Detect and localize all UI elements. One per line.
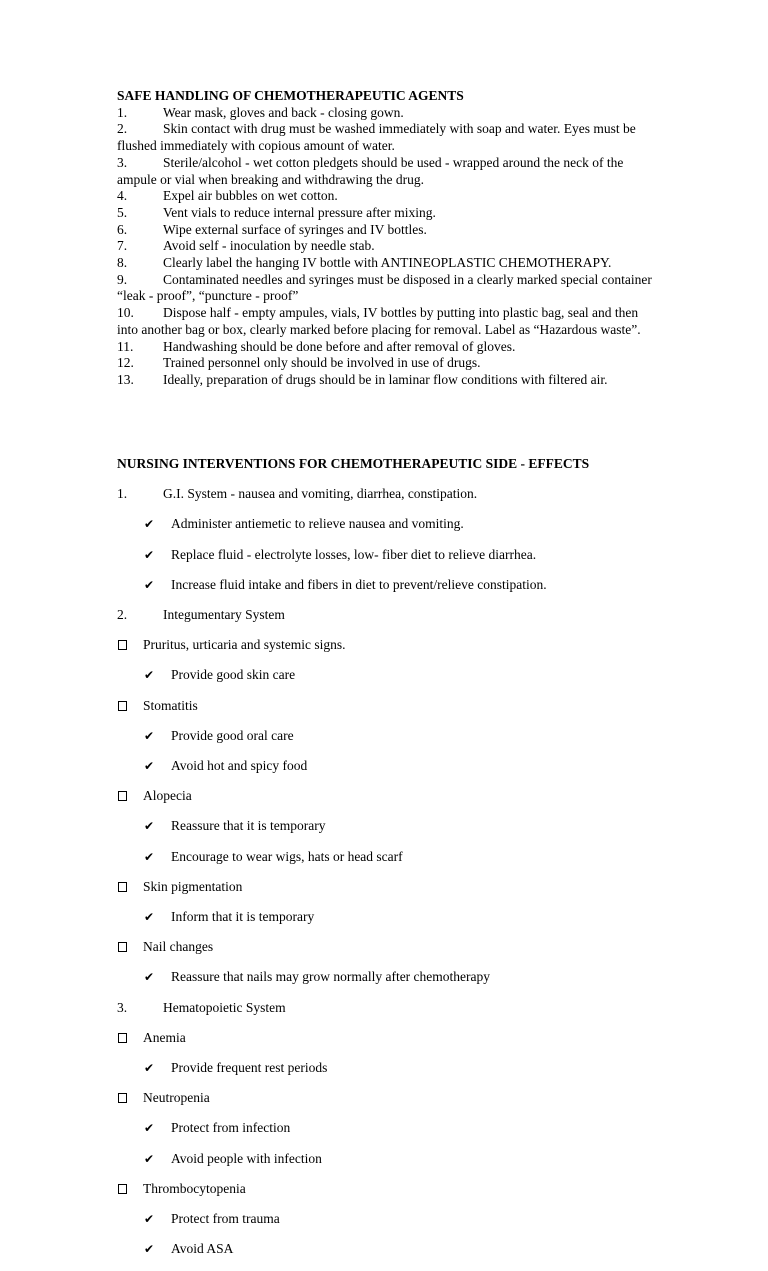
square-bullet-icon [118,701,127,711]
item-text: Vent vials to reduce internal pressure after mixing. [163,204,436,220]
list-item [117,121,657,154]
check-item [117,849,657,866]
check-text: Reassure that nails may grow normally after chemotherapy [171,969,491,985]
item-number: 9. [117,271,128,287]
square-bullet-icon [118,882,127,892]
condition-name: Pruritus, urticaria and systemic signs. [143,637,346,653]
check-item [117,909,657,926]
item-number: 6. [117,221,128,237]
list-item [117,188,657,205]
section-title: NURSING INTERVENTIONS FOR CHEMOTHERAPEUTIC SIDE - EFFECTS [117,456,590,471]
system-heading-gi [117,486,657,503]
condition-name: Nail changes [143,939,214,955]
numbered-list [117,105,657,389]
item-number: 13. [117,371,134,387]
condition-item [117,698,657,715]
item-number: 3. [117,999,128,1015]
item-number: 1. [117,486,128,502]
condition-name: Anemia [143,1029,186,1045]
list-item [117,205,657,222]
square-bullet-icon [118,1184,127,1194]
check-text: Replace fluid - electrolyte losses, low- fiber diet to relieve diarrhea. [171,546,537,562]
check-text: Reassure that it is temporary [171,818,326,834]
check-item [117,818,657,835]
check-mark-icon: ✔ [144,547,155,562]
system-heading-hematopoietic [117,1000,657,1017]
item-number: 5. [117,204,128,220]
item-number: 3. [117,154,128,170]
system-label: G.I. System - nausea and vomiting, diarrhea, constipation. [163,486,478,502]
check-item [117,1211,657,1228]
list-item [117,305,657,338]
check-text: Provide good skin care [171,667,296,683]
list-item [117,105,657,122]
item-text: Sterile/alcohol - wet cotton pledgets should be used - wrapped around the neck of the ampule or vial when breaking and withdrawing the drug. [117,154,624,187]
check-item [117,1241,657,1258]
condition-item [117,788,657,805]
check-item [117,1151,657,1168]
condition-item [117,1181,657,1198]
section-safe-handling [117,88,657,389]
item-number: 2. [117,607,128,623]
check-text: Protect from infection [171,1120,291,1136]
check-text: Avoid ASA [171,1241,234,1257]
check-text: Avoid hot and spicy food [171,758,308,774]
check-text: Protect from trauma [171,1211,280,1227]
condition-item [117,1030,657,1047]
check-mark-icon: ✔ [144,728,155,743]
item-text: Avoid self - inoculation by needle stab. [163,238,375,254]
condition-item [117,1090,657,1107]
item-text: Wear mask, gloves and back - closing gown. [163,104,404,120]
item-text: Contaminated needles and syringes must be disposed in a clearly marked special container “leak - proof”, “puncture - proof” [117,271,652,304]
item-text: Dispose half - empty ampules, vials, IV bottles by putting into plastic bag, seal and then into another bag or box, clearly marked before placing for removal. Label as “Hazardous waste”. [117,305,641,337]
condition-name: Stomatitis [143,697,198,713]
check-item [117,758,657,775]
list-item [117,272,657,305]
section-title: SAFE HANDLING OF CHEMOTHERAPEUTIC AGENTS [117,88,464,103]
square-bullet-icon [118,1093,127,1103]
check-mark-icon: ✔ [144,1121,155,1136]
condition-item [117,939,657,956]
check-text: Encourage to wear wigs, hats or head scarf [171,848,403,864]
condition-name: Thrombocytopenia [143,1180,246,1196]
list-item [117,222,657,239]
check-mark-icon: ✔ [144,1061,155,1076]
section-nursing-interventions [117,456,657,1271]
check-mark-icon: ✔ [144,1151,155,1166]
check-item [117,1120,657,1137]
check-mark-icon: ✔ [144,668,155,683]
condition-name: Neutropenia [143,1090,210,1106]
list-item [117,372,657,389]
list-item [117,155,657,188]
item-text: Expel air bubbles on wet cotton. [163,188,338,204]
item-number: 11. [117,338,134,354]
check-item [117,547,657,564]
check-text: Avoid people with infection [171,1150,322,1166]
item-text: Skin contact with drug must be washed immediately with soap and water. Eyes must be flushed immediately with copious amount of water. [117,121,636,154]
check-mark-icon: ✔ [144,970,155,985]
condition-name: Skin pigmentation [143,878,243,894]
check-item [117,1060,657,1077]
check-mark-icon: ✔ [144,517,155,532]
check-mark-icon: ✔ [144,1212,155,1227]
condition-name: Alopecia [143,788,192,804]
list-item [117,355,657,372]
check-text: Increase fluid intake and fibers in diet to prevent/relieve constipation. [171,576,547,592]
check-text: Inform that it is temporary [171,909,315,925]
square-bullet-icon [118,942,127,952]
item-text: Trained personnel only should be involved in use of drugs. [163,355,481,371]
check-item [117,577,657,594]
item-number: 12. [117,355,134,371]
item-number: 7. [117,238,128,254]
system-heading-integumentary [117,607,657,624]
check-item [117,728,657,745]
item-text: Wipe external surface of syringes and IV bottles. [163,221,427,237]
list-item [117,339,657,356]
list-item [117,255,657,272]
check-mark-icon: ✔ [144,910,155,925]
item-number: 2. [117,121,128,137]
check-mark-icon: ✔ [144,1242,155,1257]
check-text: Provide good oral care [171,727,294,743]
item-number: 8. [117,255,128,271]
check-mark-icon: ✔ [144,577,155,592]
item-text: Handwashing should be done before and after removal of gloves. [163,338,516,354]
item-number: 1. [117,104,128,120]
check-text: Administer antiemetic to relieve nausea and vomiting. [171,516,464,532]
square-bullet-icon [118,640,127,650]
check-item [117,516,657,533]
system-label: Hematopoietic System [163,999,286,1015]
item-text: Ideally, preparation of drugs should be in laminar flow conditions with filtered air. [163,371,608,387]
square-bullet-icon [118,791,127,801]
square-bullet-icon [118,1033,127,1043]
system-label: Integumentary System [163,607,285,623]
check-item [117,969,657,986]
check-text: Provide frequent rest periods [171,1060,328,1076]
condition-item [117,879,657,896]
condition-item [117,637,657,654]
check-mark-icon: ✔ [144,849,155,864]
check-item [117,667,657,684]
item-number: 10. [117,305,134,321]
item-number: 4. [117,188,128,204]
check-mark-icon: ✔ [144,819,155,834]
item-text: Clearly label the hanging IV bottle with ANTINEOPLASTIC CHEMOTHERAPY. [163,255,612,271]
list-item [117,238,657,255]
check-mark-icon: ✔ [144,759,155,774]
